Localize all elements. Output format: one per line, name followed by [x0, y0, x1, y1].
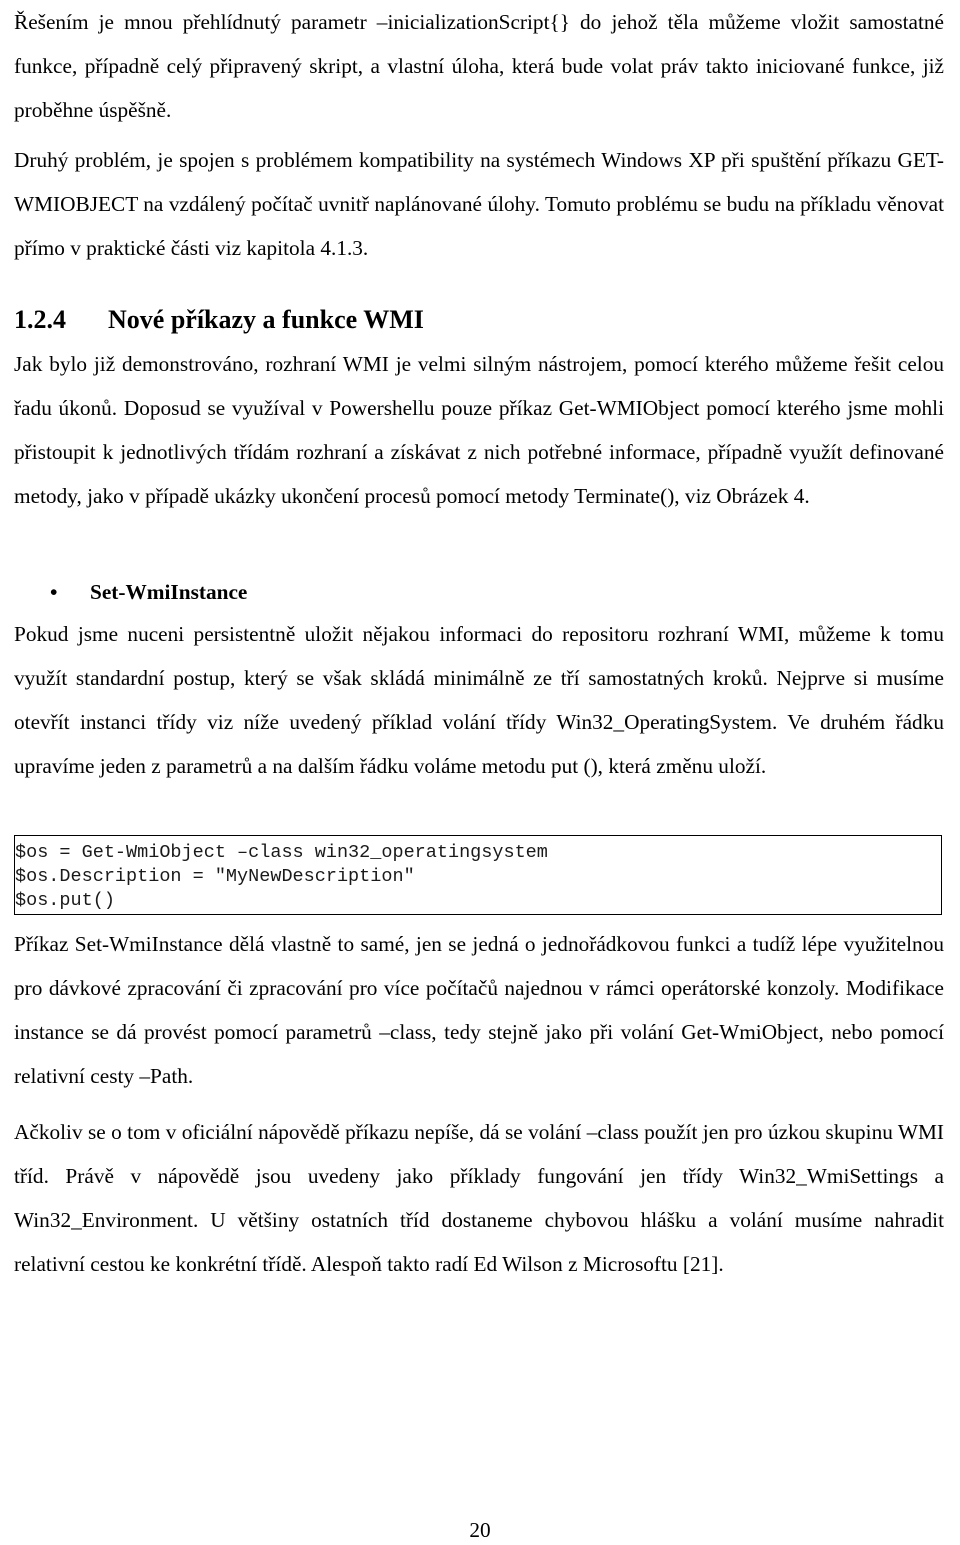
paragraph-persist-info: Pokud jsme nuceni persistentně uložit nějakou informaci do repositoru rozhraní WMI, můžeme k tomu využít standardní postup, který se však skládá minimálně ze tří samostatných kroků. Nejprve si musíme otevřít instanci třídy viz níže uvedený příklad volání třídy Win32_OperatingSystem. Ve druhém řádku upravíme jeden z parametrů a na dalším řádku voláme metodu put (), která změnu uloží.	[14, 622, 944, 778]
paragraph-class-usage: Ačkoliv se o tom v oficiální nápovědě příkazu nepíše, dá se volání –class použít jen pro úzkou skupinu WMI tříd. Právě v nápovědě jsou uvedeny jako příklady fungování jen třídy Win32_WmiSettings a Win32_Environment. U většiny ostatních tříd dostaneme chybovou hlášku a volání musíme nahradit relativní cestou ke konkrétní třídě. Alespoň takto radí Ed Wilson z Microsoftu [21].	[14, 1120, 944, 1276]
paragraph-set-wmiinstance: Příkaz Set-WmiInstance dělá vlastně to samé, jen se jedná o jednořádkovou funkci a tudíž lépe využitelnou pro dávkové zpracování či zpracování pro více počítačů najednou v rámci operátorské konzoly. Modifikace instance se dá provést pomocí parametrů –class, tedy stejně jako při volání Get-WmiObject, nebo pomocí relativní cesty –Path.	[14, 932, 944, 1088]
bullet-label: Set-WmiInstance	[90, 580, 248, 604]
section-title: Nové příkazy a funkce WMI	[108, 305, 424, 334]
bullet-item-set-wmiinstance	[14, 572, 944, 612]
section-number: 1.2.4	[14, 305, 66, 334]
section-heading	[14, 300, 944, 340]
code-line: $os.Description = "MyNewDescription"	[15, 866, 415, 887]
code-block	[14, 835, 942, 915]
paragraph-compatibility-problem: Druhý problém, je spojen s problémem kompatibility na systémech Windows XP při spuštění příkazu GET-WMIOBJECT na vzdálený počítač uvnitř naplánované úlohy. Tomuto problému se budu na příkladu věnovat přímo v praktické části viz kapitola 4.1.3.	[14, 148, 944, 260]
paragraph-wmi-intro: Jak bylo již demonstrováno, rozhraní WMI je velmi silným nástrojem, pomocí kterého můžeme řešit celou řadu úkonů. Doposud se využíval v Powershellu pouze příkaz Get-WMIObject pomocí kterého jsme mohli přistoupit k jednotlivých třídám rozhraní a získávat z nich potřebné informace, případně využít definované metody, jako v případě ukázky ukončení procesů pomocí metody Terminate(), viz Obrázek 4.	[14, 352, 944, 508]
paragraph-initialization-script: Řešením je mnou přehlídnutý parametr –inicializationScript{} do jehož těla můžeme vložit samostatné funkce, případně celý připravený skript, a vlastní úloha, která bude volat práv takto iniciované funkce, již proběhne úspěšně.	[14, 10, 944, 122]
bullet-dot-icon: •	[50, 580, 58, 604]
page-number: 20	[469, 1518, 491, 1542]
code-line: $os.put()	[15, 890, 115, 911]
code-line: $os = Get-WmiObject –class win32_operatingsystem	[15, 842, 548, 863]
